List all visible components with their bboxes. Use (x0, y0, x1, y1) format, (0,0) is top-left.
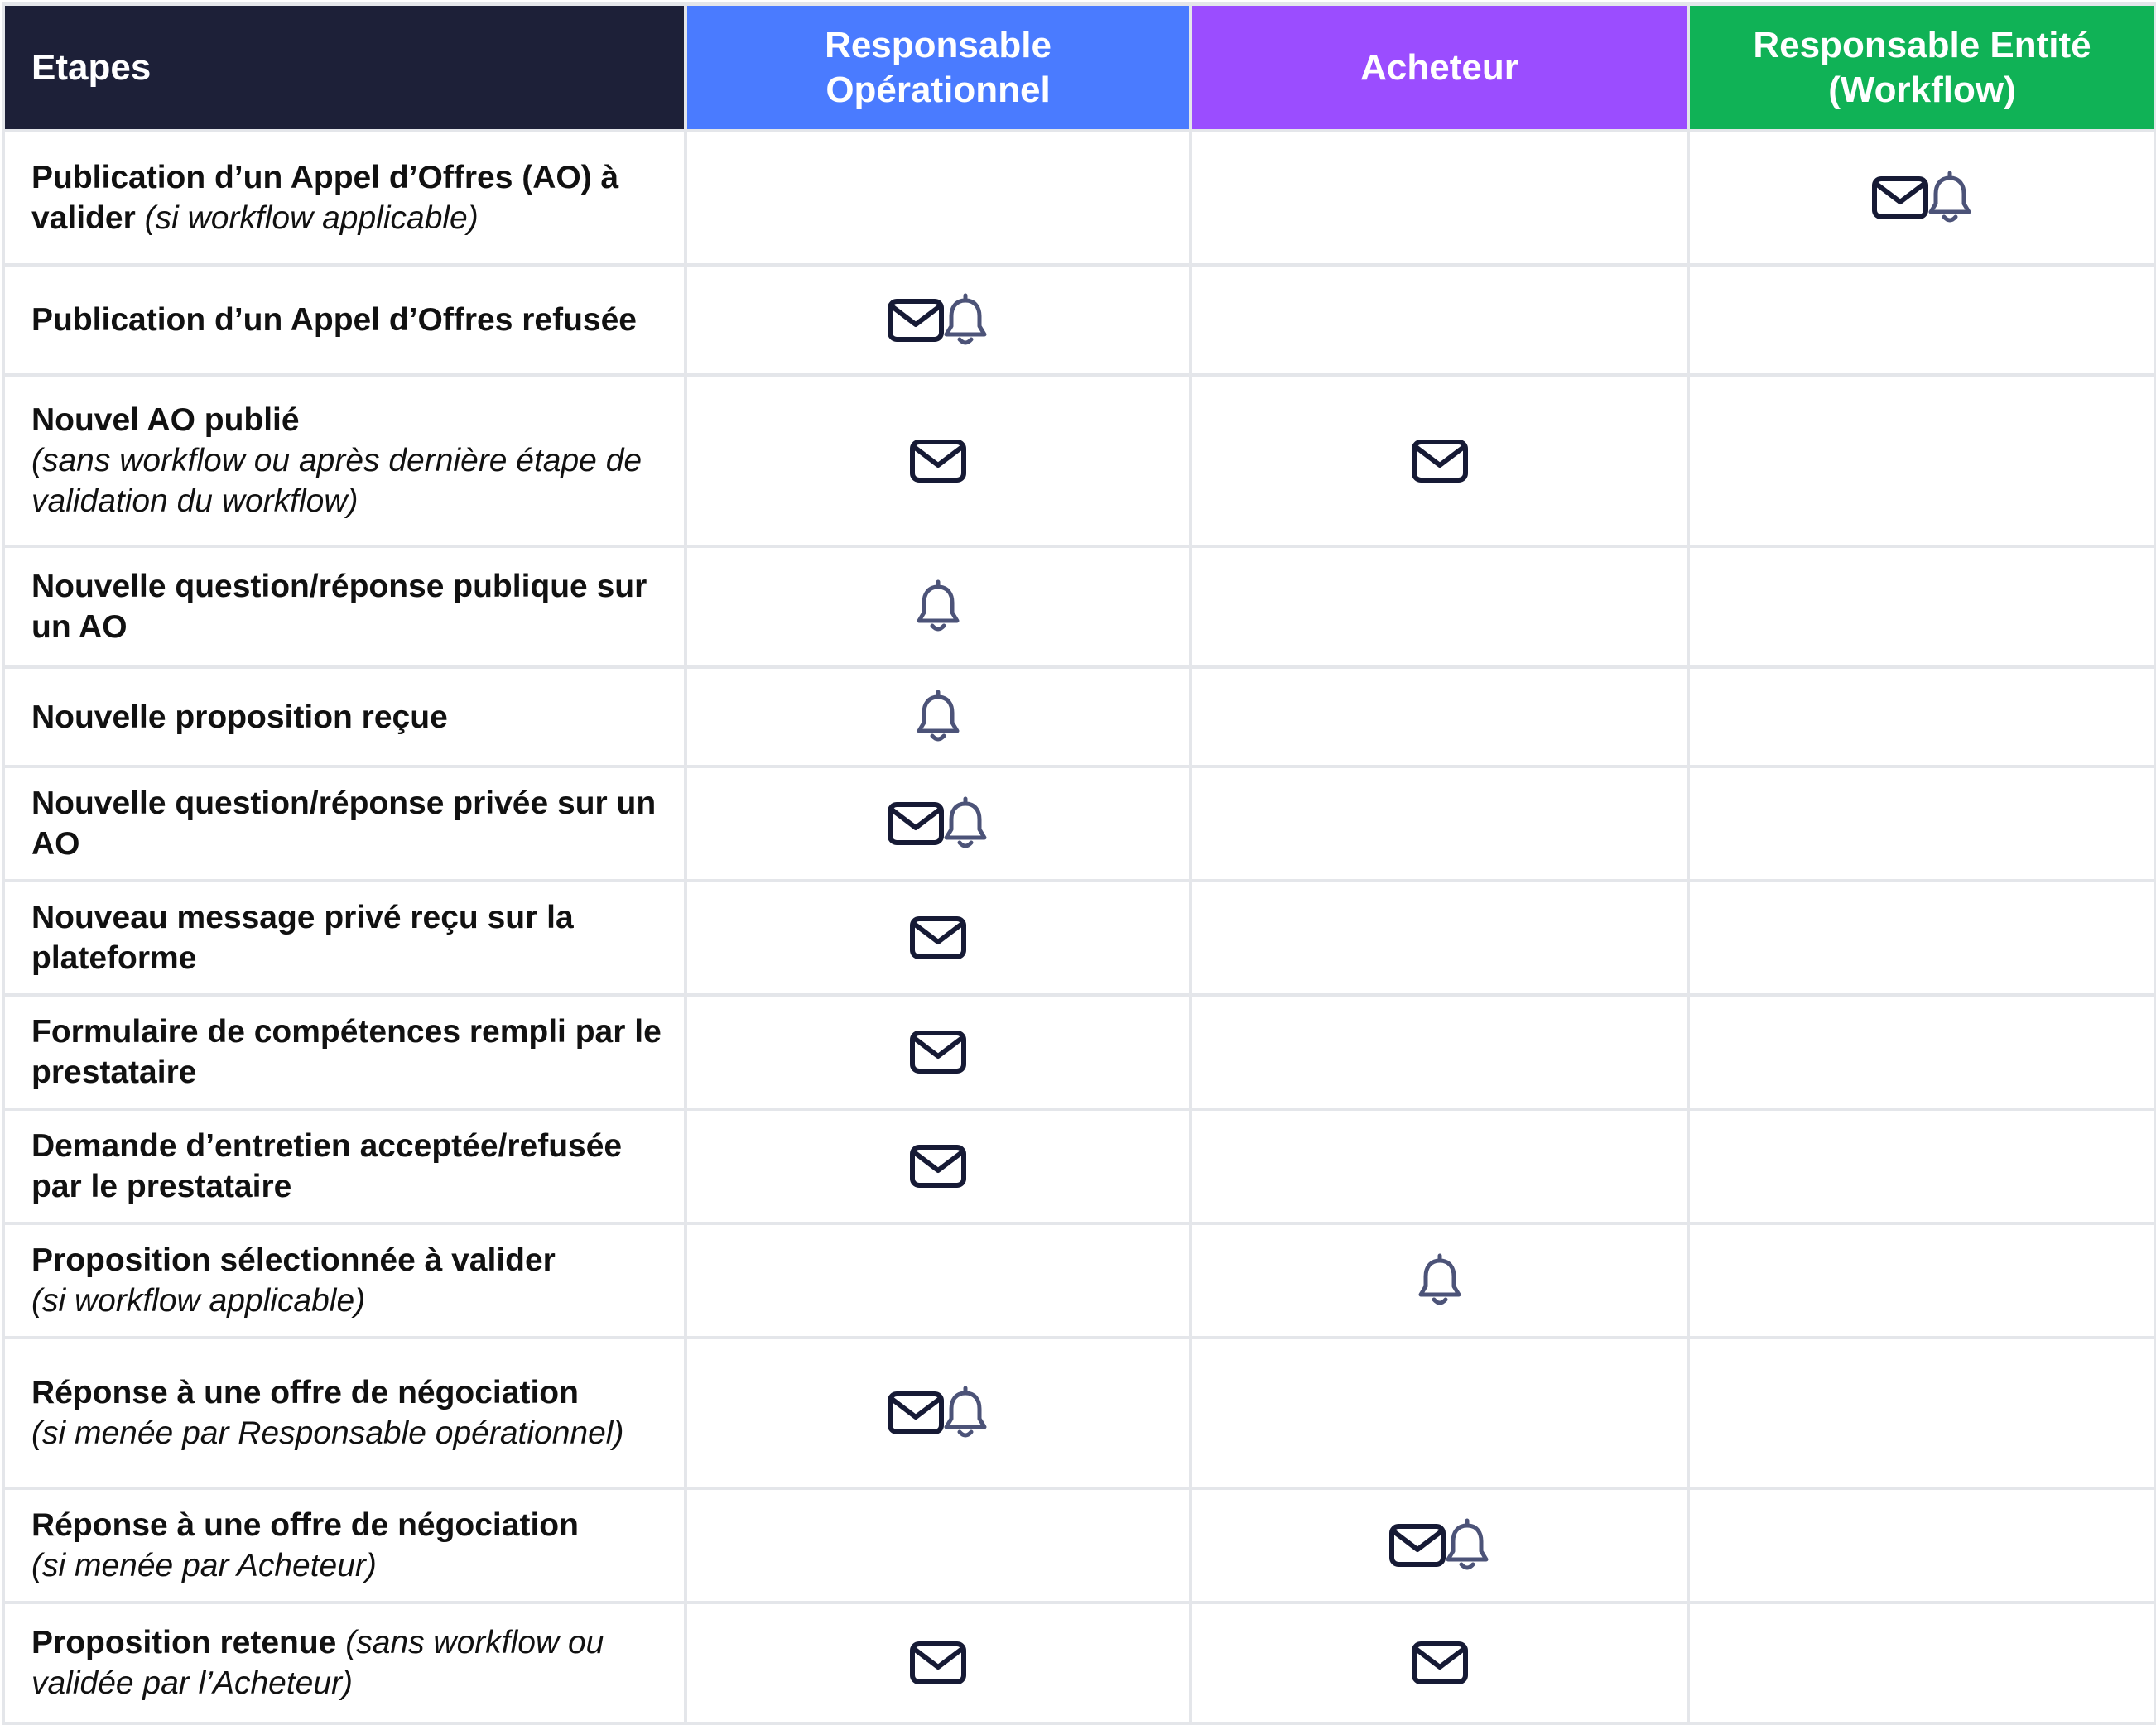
table-row (3, 546, 2156, 667)
cell-acheteur (1191, 1223, 1688, 1338)
cell-responsable-entite (1688, 995, 2156, 1109)
header-responsable-operationnel (686, 4, 1191, 131)
cell-responsable-entite (1688, 881, 2156, 995)
step-label: Nouvelle question/réponse privée sur un AO (31, 786, 657, 862)
table-body (3, 131, 2156, 1723)
cell-acheteur (1191, 265, 1688, 375)
cell-acheteur (1191, 375, 1688, 546)
step-label: Nouvelle proposition reçue (31, 699, 448, 735)
bell-icon (1416, 1253, 1464, 1308)
cell-acheteur (1191, 766, 1688, 881)
step-cell (3, 1223, 686, 1338)
step-note: (si workflow applicable) (31, 1283, 366, 1319)
step-cell (3, 546, 686, 667)
cell-responsable-entite (1688, 1109, 2156, 1223)
header-responsable-entite (1688, 4, 2156, 131)
step-cell (3, 265, 686, 375)
bell-icon (941, 293, 989, 348)
step-cell (3, 1602, 686, 1723)
cell-responsable-operationnel (686, 265, 1191, 375)
table-row (3, 1488, 2156, 1602)
step-label: Demande d’entretien acceptée/refusée par le prestataire (31, 1128, 623, 1204)
cell-responsable-operationnel (686, 1223, 1191, 1338)
cell-responsable-entite (1688, 265, 2156, 375)
step-cell (3, 375, 686, 546)
step-cell (3, 131, 686, 265)
step-cell (3, 1488, 686, 1602)
header-line-2: (Workflow) (1828, 69, 2016, 110)
step-label: Réponse à une offre de négociation (31, 1375, 579, 1410)
table-row (3, 1338, 2156, 1488)
mail-icon (909, 1144, 967, 1189)
cell-responsable-entite (1688, 1602, 2156, 1723)
cell-responsable-operationnel (686, 1109, 1191, 1223)
table-row (3, 1223, 2156, 1338)
cell-acheteur (1191, 667, 1688, 766)
mail-icon (909, 1030, 967, 1074)
mail-icon (887, 298, 945, 343)
step-note: (si menée par Responsable opérationnel) (31, 1415, 624, 1451)
header-acheteur (1191, 4, 1688, 131)
mail-icon (909, 439, 967, 483)
step-label: Nouveau message privé reçu sur la plateforme (31, 900, 574, 976)
cell-acheteur (1191, 1338, 1688, 1488)
mail-icon (887, 801, 945, 846)
cell-acheteur (1191, 1109, 1688, 1223)
step-label: Nouvel AO publié (31, 402, 300, 438)
mail-icon (887, 1391, 945, 1435)
table-row (3, 766, 2156, 881)
cell-acheteur (1191, 546, 1688, 667)
cell-acheteur (1191, 131, 1688, 265)
step-cell (3, 881, 686, 995)
step-label: Proposition retenue (31, 1625, 337, 1660)
notification-table (2, 2, 2156, 1725)
step-note: (sans workflow ou validée par l’Acheteur) (31, 1625, 604, 1701)
header-line-1: Responsable Entité (1753, 24, 2091, 65)
table-row (3, 1109, 2156, 1223)
bell-icon (914, 690, 962, 744)
step-label: Réponse à une offre de négociation (31, 1507, 579, 1543)
header-line-2: Opérationnel (825, 69, 1051, 110)
bell-icon (1926, 171, 1974, 225)
step-cell (3, 1109, 686, 1223)
cell-responsable-operationnel (686, 1338, 1191, 1488)
step-label: Proposition sélectionnée à valider (31, 1242, 556, 1278)
cell-responsable-entite (1688, 1338, 2156, 1488)
step-label: Nouvelle question/réponse publique sur un AO (31, 569, 647, 645)
step-label: Publication d’un Appel d’Offres (AO) à valider (31, 160, 619, 236)
cell-responsable-operationnel (686, 766, 1191, 881)
cell-acheteur (1191, 995, 1688, 1109)
cell-responsable-operationnel (686, 546, 1191, 667)
bell-icon (914, 579, 962, 634)
bell-icon (941, 1386, 989, 1440)
cell-responsable-operationnel (686, 995, 1191, 1109)
bell-icon (941, 796, 989, 851)
table-header (3, 4, 2156, 131)
table-row (3, 265, 2156, 375)
mail-icon (909, 1641, 967, 1685)
step-cell (3, 995, 686, 1109)
bell-icon (1443, 1518, 1491, 1573)
cell-responsable-entite (1688, 375, 2156, 546)
cell-responsable-operationnel (686, 667, 1191, 766)
cell-responsable-operationnel (686, 375, 1191, 546)
step-cell (3, 667, 686, 766)
header-line-1: Acheteur (1360, 46, 1518, 88)
mail-icon (1388, 1523, 1446, 1568)
cell-responsable-entite (1688, 1488, 2156, 1602)
cell-responsable-entite (1688, 766, 2156, 881)
table-row (3, 131, 2156, 265)
mail-icon (1411, 1641, 1469, 1685)
cell-acheteur (1191, 881, 1688, 995)
cell-responsable-operationnel (686, 131, 1191, 265)
cell-responsable-entite (1688, 667, 2156, 766)
cell-responsable-operationnel (686, 881, 1191, 995)
mail-icon (1871, 175, 1929, 220)
mail-icon (909, 915, 967, 960)
step-note: (sans workflow ou après dernière étape de validation du workflow) (31, 443, 642, 519)
header-steps: Etapes (3, 4, 686, 131)
table-row (3, 375, 2156, 546)
table-row (3, 995, 2156, 1109)
step-label: Publication d’un Appel d’Offres refusée (31, 302, 637, 338)
table-row (3, 667, 2156, 766)
cell-responsable-entite (1688, 546, 2156, 667)
cell-responsable-operationnel (686, 1602, 1191, 1723)
step-cell (3, 1338, 686, 1488)
cell-responsable-entite (1688, 131, 2156, 265)
cell-acheteur (1191, 1602, 1688, 1723)
cell-responsable-entite (1688, 1223, 2156, 1338)
mail-icon (1411, 439, 1469, 483)
table-row (3, 881, 2156, 995)
step-note: (si workflow applicable) (144, 200, 479, 236)
step-label: Formulaire de compétences rempli par le prestataire (31, 1014, 662, 1090)
table-row (3, 1602, 2156, 1723)
cell-responsable-operationnel (686, 1488, 1191, 1602)
cell-acheteur (1191, 1488, 1688, 1602)
step-cell (3, 766, 686, 881)
step-note: (si menée par Acheteur) (31, 1548, 377, 1583)
header-line-1: Responsable (825, 24, 1052, 65)
